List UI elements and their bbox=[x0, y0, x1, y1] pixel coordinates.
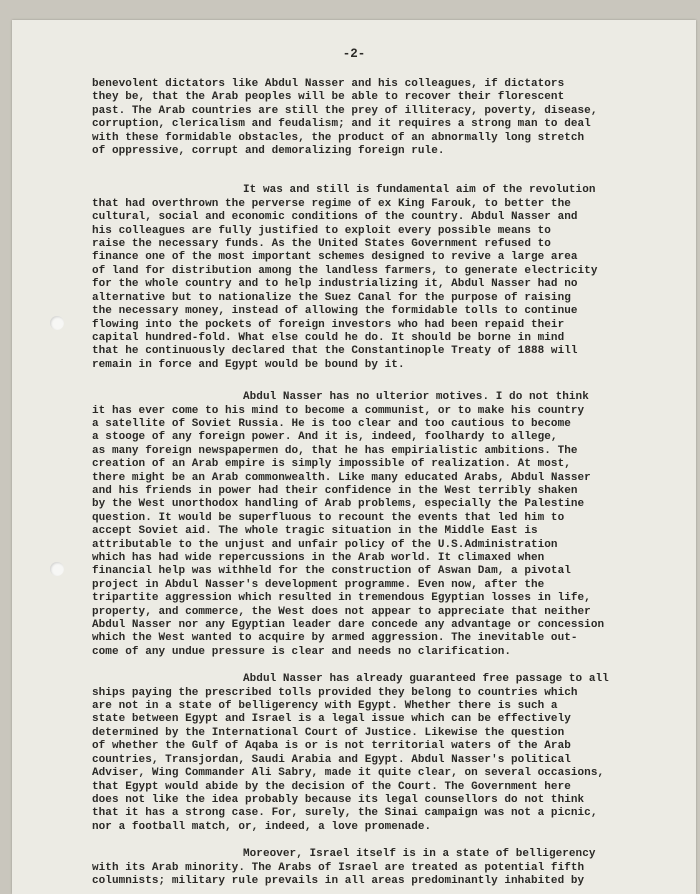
text-line: there might be an Arab commonwealth. Like many educated Arabs, Abdul Nasser bbox=[92, 471, 591, 484]
text-line: of land for distribution among the landless farmers, to generate electricity bbox=[92, 264, 598, 277]
text-line: raise the necessary funds. As the United States Government refused to bbox=[92, 238, 551, 251]
text-line: capital hundred-fold. What else could he do. It should be borne in mind bbox=[92, 331, 565, 344]
text-line: remain in force and Egypt would be bound by it. bbox=[92, 358, 405, 371]
text-line: creation of an Arab empire is simply impossible of realization. At most, bbox=[92, 458, 571, 471]
text-line: which has had wide repercussions in the Arab world. It climaxed when bbox=[92, 552, 545, 564]
text-line: It was and still is fundamental aim of the revolution bbox=[243, 184, 596, 197]
text-line: it has ever come to his mind to become a communist, or to make his country bbox=[92, 404, 585, 417]
text-line: Abdul Nasser has already guaranteed free passage to all bbox=[243, 673, 609, 686]
text-line: accept Soviet aid. The whole tragic situation in the Middle East is bbox=[92, 525, 538, 538]
paragraph-2 bbox=[92, 184, 692, 372]
page-number: -2- bbox=[342, 47, 366, 61]
text-line: for the whole country and to help industrializing it, Abdul Nasser had no bbox=[92, 278, 578, 291]
text-line: with its Arab minority. The Arabs of Israel are treated as potential fifth bbox=[92, 861, 585, 874]
text-line: which the West wanted to acquire by armed aggression. The inevitable out- bbox=[92, 632, 578, 645]
text-line: project in Abdul Nasser's development programme. Even now, after the bbox=[92, 578, 545, 591]
text-line: flowing into the pockets of foreign investors who had been repaid their bbox=[92, 318, 565, 331]
text-line: of whether the Gulf of Aqaba is or is not territorial waters of the Arab bbox=[92, 740, 571, 753]
text-line: his colleagues are fully justified to exploit every possible means to bbox=[92, 224, 551, 237]
text-line: that Egypt would abide by the decision of the Court. The Government here bbox=[92, 780, 571, 793]
punch-hole-lower bbox=[50, 562, 64, 576]
text-line: Adviser, Wing Commander Ali Sabry, made it quite clear, on several occasions, bbox=[92, 767, 605, 780]
text-line: benevolent dictators like Abdul Nasser and his colleagues, if dictators bbox=[92, 78, 565, 90]
text-line: past. The Arab countries are still the prey of illiteracy, poverty, disease, bbox=[92, 104, 598, 117]
text-line: alternative but to nationalize the Suez Canal for the purpose of raising bbox=[92, 291, 571, 304]
text-line: come of any undue pressure is clear and needs no clarification. bbox=[92, 645, 512, 658]
text-line: Moreover, Israel itself is in a state of belligerency bbox=[243, 848, 596, 861]
text-line: with these formidable obstacles, the product of an abnormally long stretch bbox=[92, 131, 585, 144]
text-line: Abdul Nasser nor any Egyptian leader dare concede any advantage or concession bbox=[92, 619, 605, 632]
text-line: of oppressive, corrupt and demoralizing foreign rule. bbox=[92, 145, 445, 158]
text-line: does not like the idea probably because its legal counsellors do not think bbox=[92, 793, 585, 806]
text-line: financial help was withheld for the construction of Aswan Dam, a pivotal bbox=[92, 565, 571, 578]
text-line: state between Egypt and Israel is a legal issue which can be effectively bbox=[92, 713, 571, 726]
text-line: determined by the International Court of Justice. Likewise the question bbox=[92, 726, 565, 739]
text-line: corruption, clericalism and feudalism; and it requires a strong man to deal bbox=[92, 118, 591, 131]
text-line: Abdul Nasser has no ulterior motives. I do not think bbox=[243, 391, 589, 404]
text-line: property, and commerce, the West does not appear to appreciate that neither bbox=[92, 605, 591, 618]
text-line: nor a football match, or, indeed, a love promenade. bbox=[92, 820, 432, 833]
text-line: by the West unorthodox handling of Arab problems, especially the Palestine bbox=[92, 498, 585, 511]
paragraph-1 bbox=[92, 78, 692, 158]
text-line: they be, that the Arab peoples will be able to recover their florescent bbox=[92, 91, 565, 104]
text-line: columnists; military rule prevails in all areas predominantly inhabited by bbox=[92, 874, 585, 887]
document-body bbox=[92, 78, 692, 888]
punch-hole-upper bbox=[50, 316, 64, 330]
paragraph-5 bbox=[92, 848, 692, 888]
text-line: are not in a state of belligerency with Egypt. Whether there is such a bbox=[92, 700, 558, 713]
paragraph-4 bbox=[92, 673, 692, 834]
text-line: as many foreign newspapermen do, that he has empirialistic ambitions. The bbox=[92, 444, 578, 457]
text-line: finance one of the most important schemes designed to revive a large area bbox=[92, 251, 578, 264]
text-line: question. It would be superfluous to recount the events that led him to bbox=[92, 511, 565, 524]
text-line: and his friends in power had their confidence in the West terribly shaken bbox=[92, 484, 578, 497]
text-line: attributable to the unjust and unfair policy of the U.S.Administration bbox=[92, 538, 558, 551]
typewritten-page bbox=[12, 20, 696, 894]
text-line: ships paying the prescribed tolls provided they belong to countries which bbox=[92, 686, 578, 699]
text-line: that had overthrown the perverse regime of ex King Farouk, to better the bbox=[92, 197, 571, 210]
text-line: the necessary money, instead of allowing the formidable tolls to continue bbox=[92, 305, 578, 318]
paragraph-3 bbox=[92, 391, 692, 659]
text-line: tripartite aggression which resulted in tremendous Egyptian losses in life, bbox=[92, 592, 591, 605]
text-line: that it has a strong case. For, surely, the Sinai campaign was not a picnic, bbox=[92, 807, 598, 820]
text-line: that he continuously declared that the Constantinople Treaty of 1888 will bbox=[92, 345, 578, 358]
text-line: a satellite of Soviet Russia. He is too clear and too cautious to become bbox=[92, 417, 571, 430]
text-line: cultural, social and economic conditions of the country. Abdul Nasser and bbox=[92, 211, 578, 224]
text-line: countries, Transjordan, Saudi Arabia and Egypt. Abdul Nasser's political bbox=[92, 753, 571, 766]
text-line: a stooge of any foreign power. And it is, indeed, foolhardy to allege, bbox=[92, 431, 558, 444]
